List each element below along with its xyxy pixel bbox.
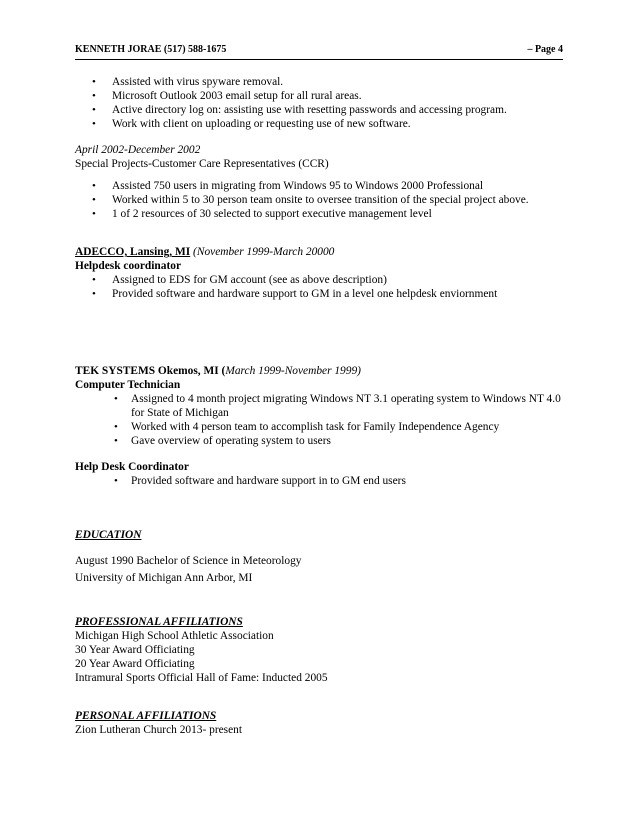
personal-affiliations-heading: PERSONAL AFFILIATIONS xyxy=(75,710,217,722)
ccr-bullet-list xyxy=(75,179,563,221)
personal-affiliations-item: Zion Lutheran Church 2013- present xyxy=(75,724,243,736)
list-item: • Assigned to 4 month project migrating Windows NT 3.1 operating system to Windows NT 4.0 for State of Michigan xyxy=(75,392,563,420)
header-divider xyxy=(75,59,563,60)
list-item: • Assigned to EDS for GM account (see as above description) xyxy=(75,273,563,287)
tek-role-computer-technician: Computer Technician xyxy=(75,379,181,391)
list-item: • Provided software and hardware support in to GM end users xyxy=(75,474,563,488)
list-item: • Worked within 5 to 30 person team onsite to oversee transition of the special project above. xyxy=(75,193,563,207)
tek-dates: March 1999-November 1999) xyxy=(225,365,361,377)
professional-affiliations-heading: PROFESSIONAL AFFILIATIONS xyxy=(75,616,243,628)
list-item: • Provided software and hardware support to GM in a level one helpdesk enviornment xyxy=(75,287,563,301)
adecco-dates: (November 1999-March 20000 xyxy=(190,246,335,258)
list-item: • Work with client on uploading or requesting use of new software. xyxy=(75,117,563,131)
education-degree: August 1990 Bachelor of Science in Meteorology xyxy=(75,555,302,567)
continued-bullet-list xyxy=(75,75,563,131)
professional-affiliations-list xyxy=(75,629,563,685)
tek-role1-bullet-list xyxy=(75,392,563,448)
ccr-dates: April 2002-December 2002 xyxy=(75,144,201,156)
header-page-number: – Page 4 xyxy=(527,44,563,55)
ccr-title: Special Projects-Customer Care Representatives (CCR) xyxy=(75,158,329,170)
list-item: • Assisted 750 users in migrating from Windows 95 to Windows 2000 Professional xyxy=(75,179,563,193)
tek-role-help-desk: Help Desk Coordinator xyxy=(75,461,189,473)
list-item: 30 Year Award Officiating xyxy=(75,644,195,656)
list-item: Michigan High School Athletic Association xyxy=(75,630,274,642)
list-item: • 1 of 2 resources of 30 selected to support executive management level xyxy=(75,207,563,221)
adecco-heading xyxy=(75,245,563,259)
page-header xyxy=(75,44,563,58)
list-item: • Gave overview of operating system to users xyxy=(75,434,563,448)
list-item: 20 Year Award Officiating xyxy=(75,658,195,670)
education-heading: EDUCATION xyxy=(75,529,142,541)
header-name-phone: KENNETH JORAE (517) 588-1675 xyxy=(75,44,227,55)
education-school: University of Michigan Ann Arbor, MI xyxy=(75,572,253,584)
list-item: • Active directory log on: assisting use with resetting passwords and accessing program. xyxy=(75,103,563,117)
adecco-role: Helpdesk coordinator xyxy=(75,260,181,272)
list-item: • Worked with 4 person team to accomplish task for Family Independence Agency xyxy=(75,420,563,434)
adecco-company: ADECCO, Lansing, MI xyxy=(75,246,191,258)
tek-company: TEK SYSTEMS Okemos, MI ( xyxy=(75,365,226,377)
list-item: • Assisted with virus spyware removal. xyxy=(75,75,563,89)
tek-heading xyxy=(75,364,563,378)
adecco-bullet-list xyxy=(75,273,563,301)
list-item: • Microsoft Outlook 2003 email setup for all rural areas. xyxy=(75,89,563,103)
tek-role2-bullet-list xyxy=(75,474,563,488)
list-item: Intramural Sports Official Hall of Fame: Inducted 2005 xyxy=(75,672,328,684)
